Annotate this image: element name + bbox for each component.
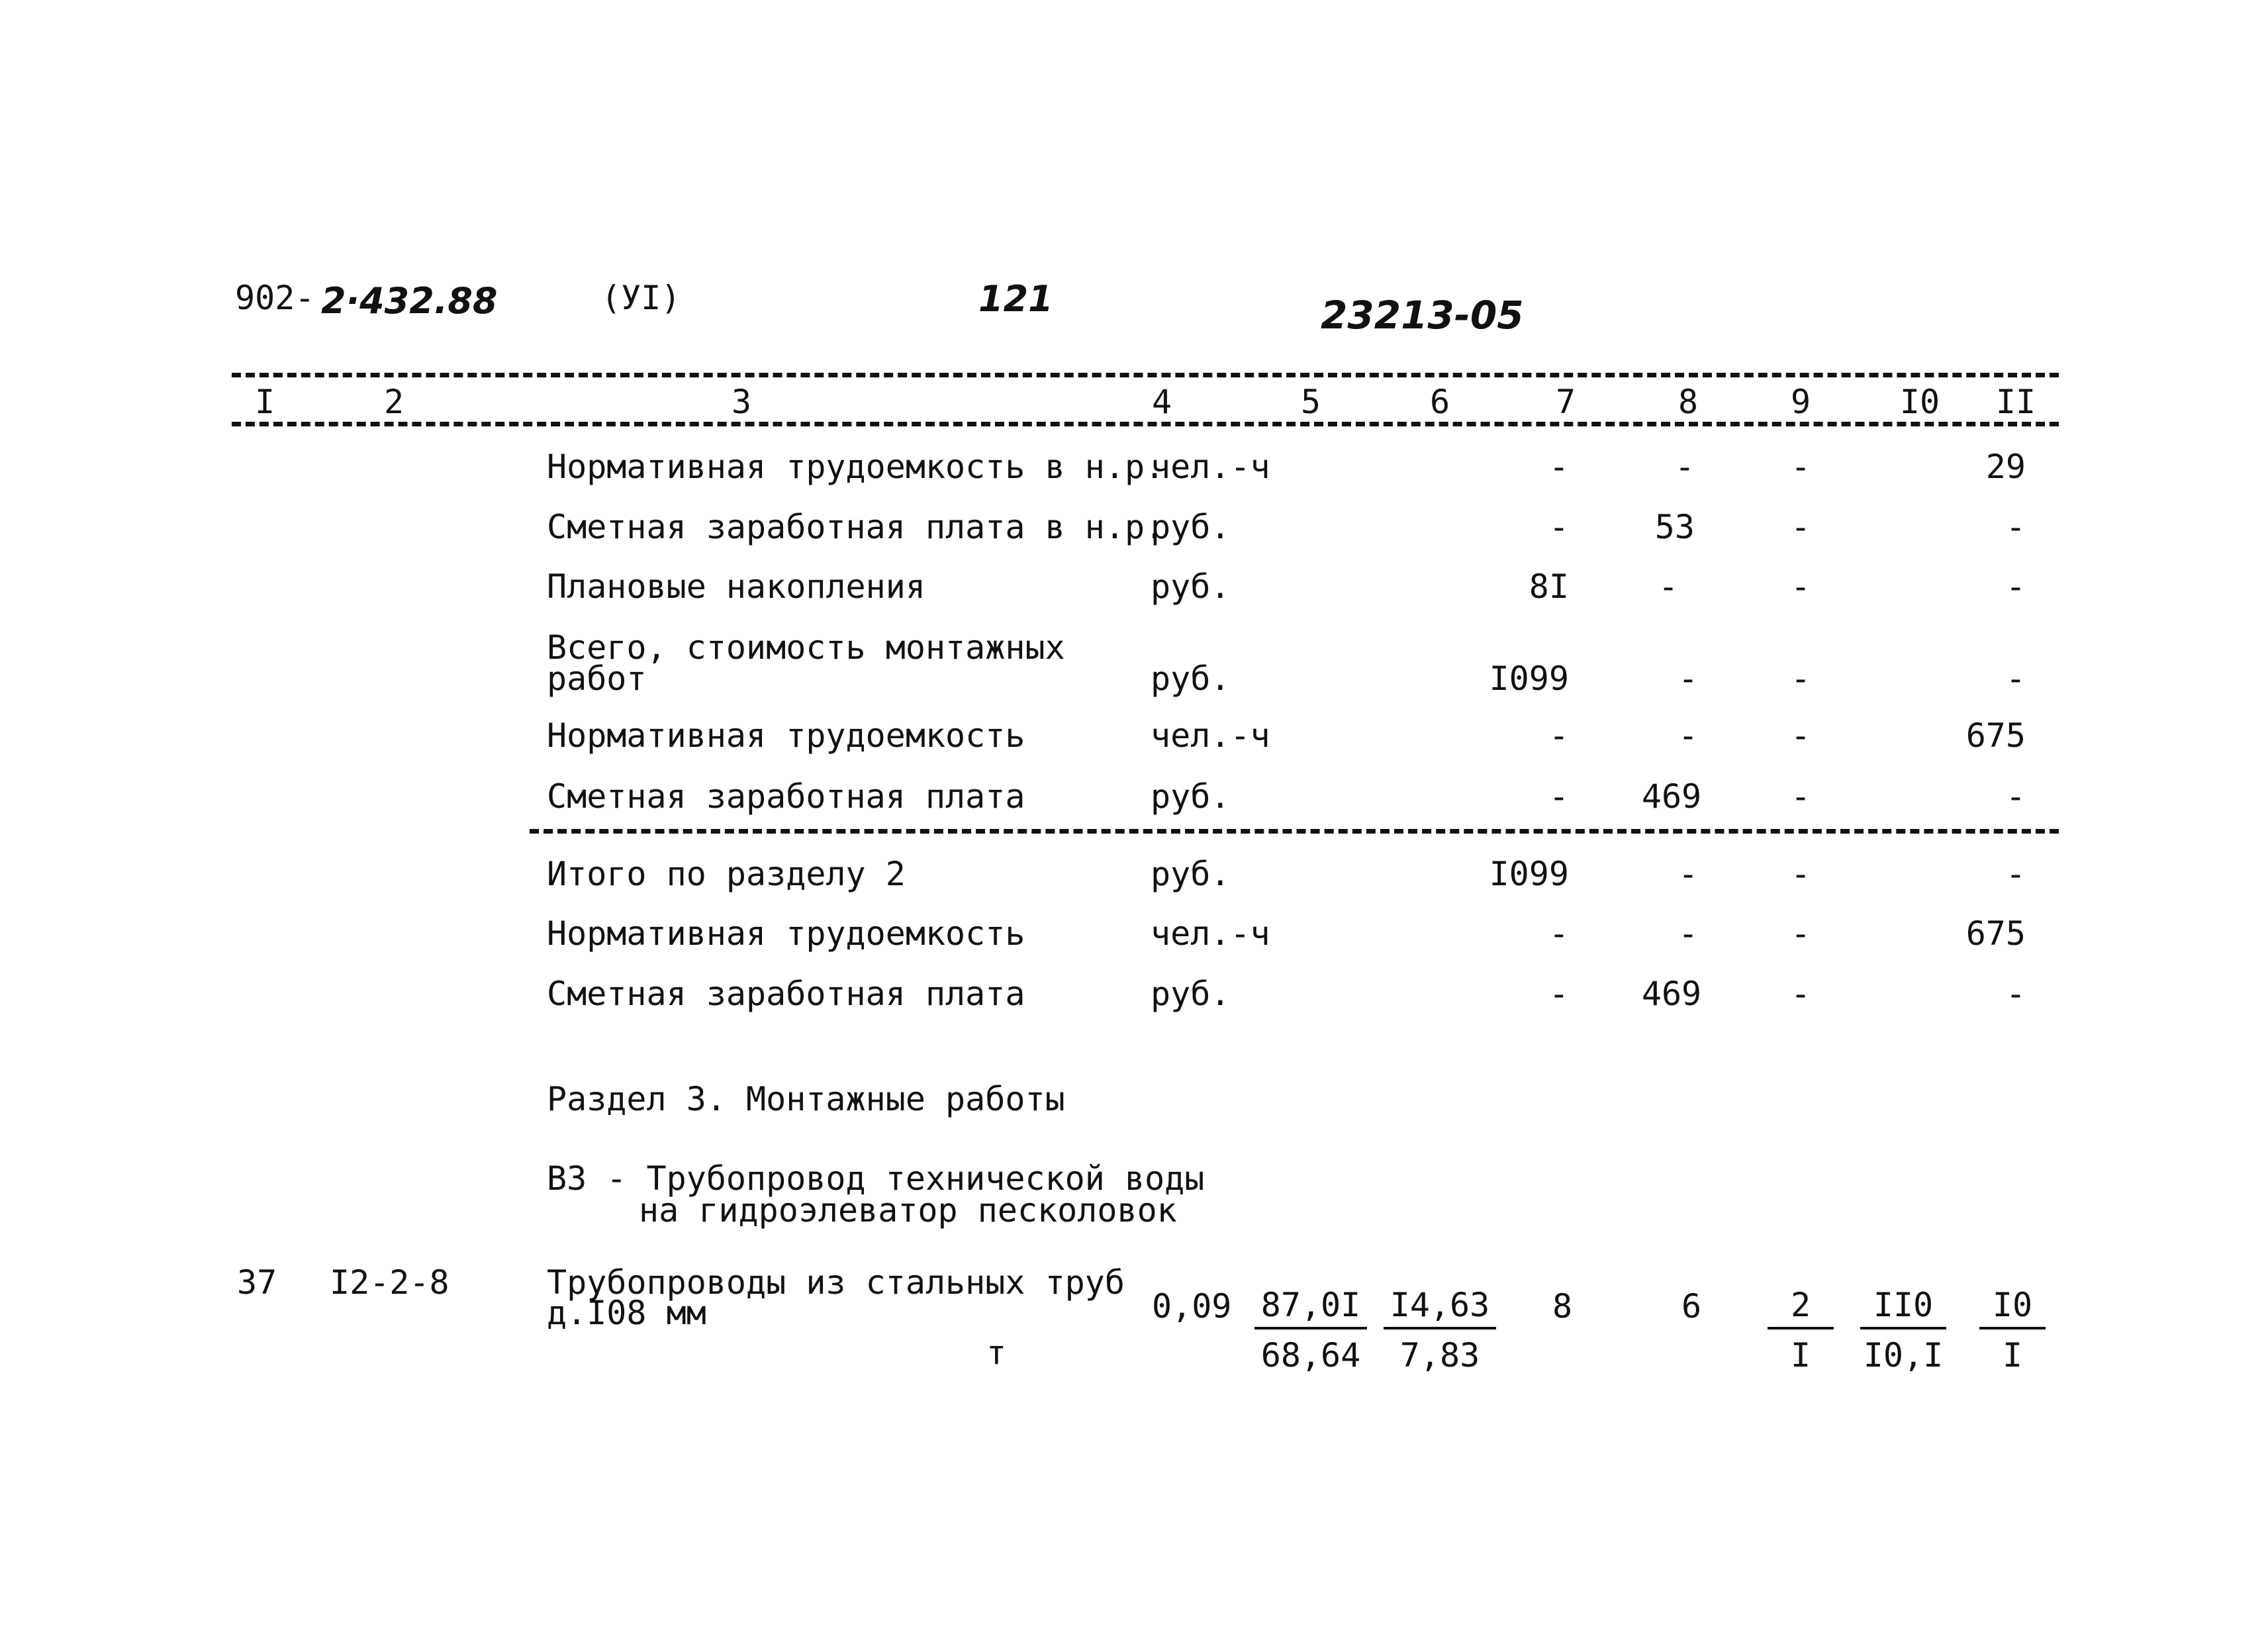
item-col9-top: 2 bbox=[1768, 1288, 1834, 1330]
row-col9: - bbox=[1790, 975, 1811, 1013]
item-name-line1: Трубопроводы из стальных труб bbox=[547, 1263, 1125, 1302]
item-col10-fraction bbox=[1860, 1286, 1946, 1375]
item-name-line2: д.I08 мм bbox=[547, 1294, 706, 1332]
volume-label: (УI) bbox=[601, 279, 681, 317]
section-title: Раздел 3. Монтажные работы bbox=[547, 1080, 1065, 1118]
col-header-11: II bbox=[1995, 383, 2036, 421]
row-name: Сметная заработная плата bbox=[547, 777, 1025, 816]
section-divider-rule bbox=[530, 829, 2059, 834]
row-col8: - bbox=[1677, 659, 1699, 698]
doc-code-prefix: 902- bbox=[235, 279, 315, 317]
item-col10-top: II0 bbox=[1860, 1288, 1946, 1330]
row-name-line1: Всего, стоимость монтажных bbox=[547, 628, 1065, 667]
row-unit: руб. bbox=[1151, 659, 1231, 698]
row-col8: 469 bbox=[1641, 777, 1702, 816]
project-code: 23213-05 bbox=[1321, 293, 1524, 338]
doc-code-handwritten: 2·432.88 bbox=[321, 280, 498, 322]
row-col7: - bbox=[1548, 448, 1569, 486]
row-name: Итого по разделу 2 bbox=[547, 855, 906, 893]
row-col11: 675 bbox=[1965, 914, 2026, 953]
row-name: Плановые накопления bbox=[547, 567, 925, 606]
item-col10-bottom: I0,I bbox=[1863, 1336, 1944, 1375]
row-col9: - bbox=[1790, 716, 1811, 755]
header-top-rule bbox=[232, 373, 2059, 377]
row-name-line2: работ bbox=[547, 659, 647, 698]
col-header-8: 8 bbox=[1677, 383, 1699, 421]
row-col7: - bbox=[1548, 508, 1569, 546]
col-header-1: I bbox=[254, 383, 275, 421]
row-unit: руб. bbox=[1151, 567, 1231, 606]
subsection-title-line1: В3 - Трубопровод технической воды bbox=[547, 1159, 1205, 1198]
col-header-2: 2 bbox=[383, 383, 404, 421]
row-name: Сметная заработная плата в н.р. bbox=[547, 508, 1165, 546]
row-col9: - bbox=[1790, 508, 1811, 546]
row-col8: - bbox=[1677, 716, 1699, 755]
item-col5-top: 87,0I bbox=[1254, 1288, 1367, 1330]
row-col7: - bbox=[1548, 777, 1569, 816]
row-unit: руб. bbox=[1151, 777, 1231, 816]
page-number: 121 bbox=[978, 278, 1053, 320]
row-col11: - bbox=[2005, 975, 2026, 1013]
row-col11: - bbox=[2005, 659, 2026, 698]
item-col4: 0,09 bbox=[1152, 1287, 1232, 1326]
subsection-title-line2: на гидроэлеватор песколовок bbox=[639, 1191, 1177, 1230]
item-col5-fraction bbox=[1254, 1286, 1367, 1375]
row-col8: 469 bbox=[1641, 975, 1702, 1013]
item-col9-fraction bbox=[1768, 1286, 1834, 1375]
row-col11: - bbox=[2005, 508, 2026, 546]
col-header-3: 3 bbox=[731, 383, 752, 421]
col-header-7: 7 bbox=[1555, 383, 1576, 421]
row-unit: чел.-ч bbox=[1151, 448, 1270, 486]
col-header-5: 5 bbox=[1300, 383, 1321, 421]
row-col9: - bbox=[1790, 855, 1811, 893]
item-unit: т bbox=[986, 1333, 1007, 1372]
col-header-6: 6 bbox=[1429, 383, 1450, 421]
row-unit: руб. bbox=[1151, 855, 1231, 893]
item-col7: 8 bbox=[1552, 1287, 1573, 1326]
item-col6-bottom: 7,83 bbox=[1399, 1336, 1480, 1375]
row-col9: - bbox=[1790, 659, 1811, 698]
item-col6-top: I4,63 bbox=[1384, 1288, 1496, 1330]
row-name: Нормативная трудоемкость bbox=[547, 914, 1025, 953]
row-col11: - bbox=[2005, 567, 2026, 606]
item-col6-fraction bbox=[1384, 1286, 1496, 1375]
row-col9: - bbox=[1790, 448, 1811, 486]
row-col7: I099 bbox=[1489, 855, 1569, 893]
row-col9: - bbox=[1790, 914, 1811, 953]
row-col8: - bbox=[1677, 914, 1699, 953]
item-col11-bottom: I bbox=[2002, 1336, 2023, 1375]
item-code: I2-2-8 bbox=[330, 1263, 449, 1302]
row-col7: - bbox=[1548, 975, 1569, 1013]
item-col8: 6 bbox=[1681, 1287, 1702, 1326]
row-unit: руб. bbox=[1151, 975, 1231, 1013]
row-col8: - bbox=[1677, 855, 1699, 893]
item-col11-fraction bbox=[1979, 1286, 2046, 1375]
row-col7: 8I bbox=[1529, 567, 1569, 606]
row-name: Нормативная трудоемкость в н.р. bbox=[547, 448, 1165, 486]
col-header-4: 4 bbox=[1151, 383, 1172, 421]
row-col8: - bbox=[1674, 448, 1695, 486]
row-col9: - bbox=[1790, 777, 1811, 816]
item-col11-top: I0 bbox=[1979, 1288, 2046, 1330]
row-col11: 675 bbox=[1965, 716, 2026, 755]
row-name: Нормативная трудоемкость bbox=[547, 716, 1025, 755]
row-unit: чел.-ч bbox=[1151, 716, 1270, 755]
row-col9: - bbox=[1790, 567, 1811, 606]
row-col11: - bbox=[2005, 777, 2026, 816]
row-unit: чел.-ч bbox=[1151, 914, 1270, 953]
row-col8: - bbox=[1658, 567, 1679, 606]
col-header-10: I0 bbox=[1899, 383, 1940, 421]
item-col5-bottom: 68,64 bbox=[1260, 1336, 1361, 1375]
row-col8: 53 bbox=[1654, 508, 1695, 546]
row-col11: 29 bbox=[1985, 448, 2026, 486]
col-header-9: 9 bbox=[1790, 383, 1811, 421]
item-col9-bottom: I bbox=[1790, 1336, 1811, 1375]
row-col7: - bbox=[1548, 914, 1569, 953]
header-bottom-rule bbox=[232, 422, 2059, 426]
item-number: 37 bbox=[237, 1263, 277, 1302]
row-col7: I099 bbox=[1489, 659, 1569, 698]
row-col7: - bbox=[1548, 716, 1569, 755]
row-name: Сметная заработная плата bbox=[547, 975, 1025, 1013]
row-unit: руб. bbox=[1151, 508, 1231, 546]
row-col11: - bbox=[2005, 855, 2026, 893]
